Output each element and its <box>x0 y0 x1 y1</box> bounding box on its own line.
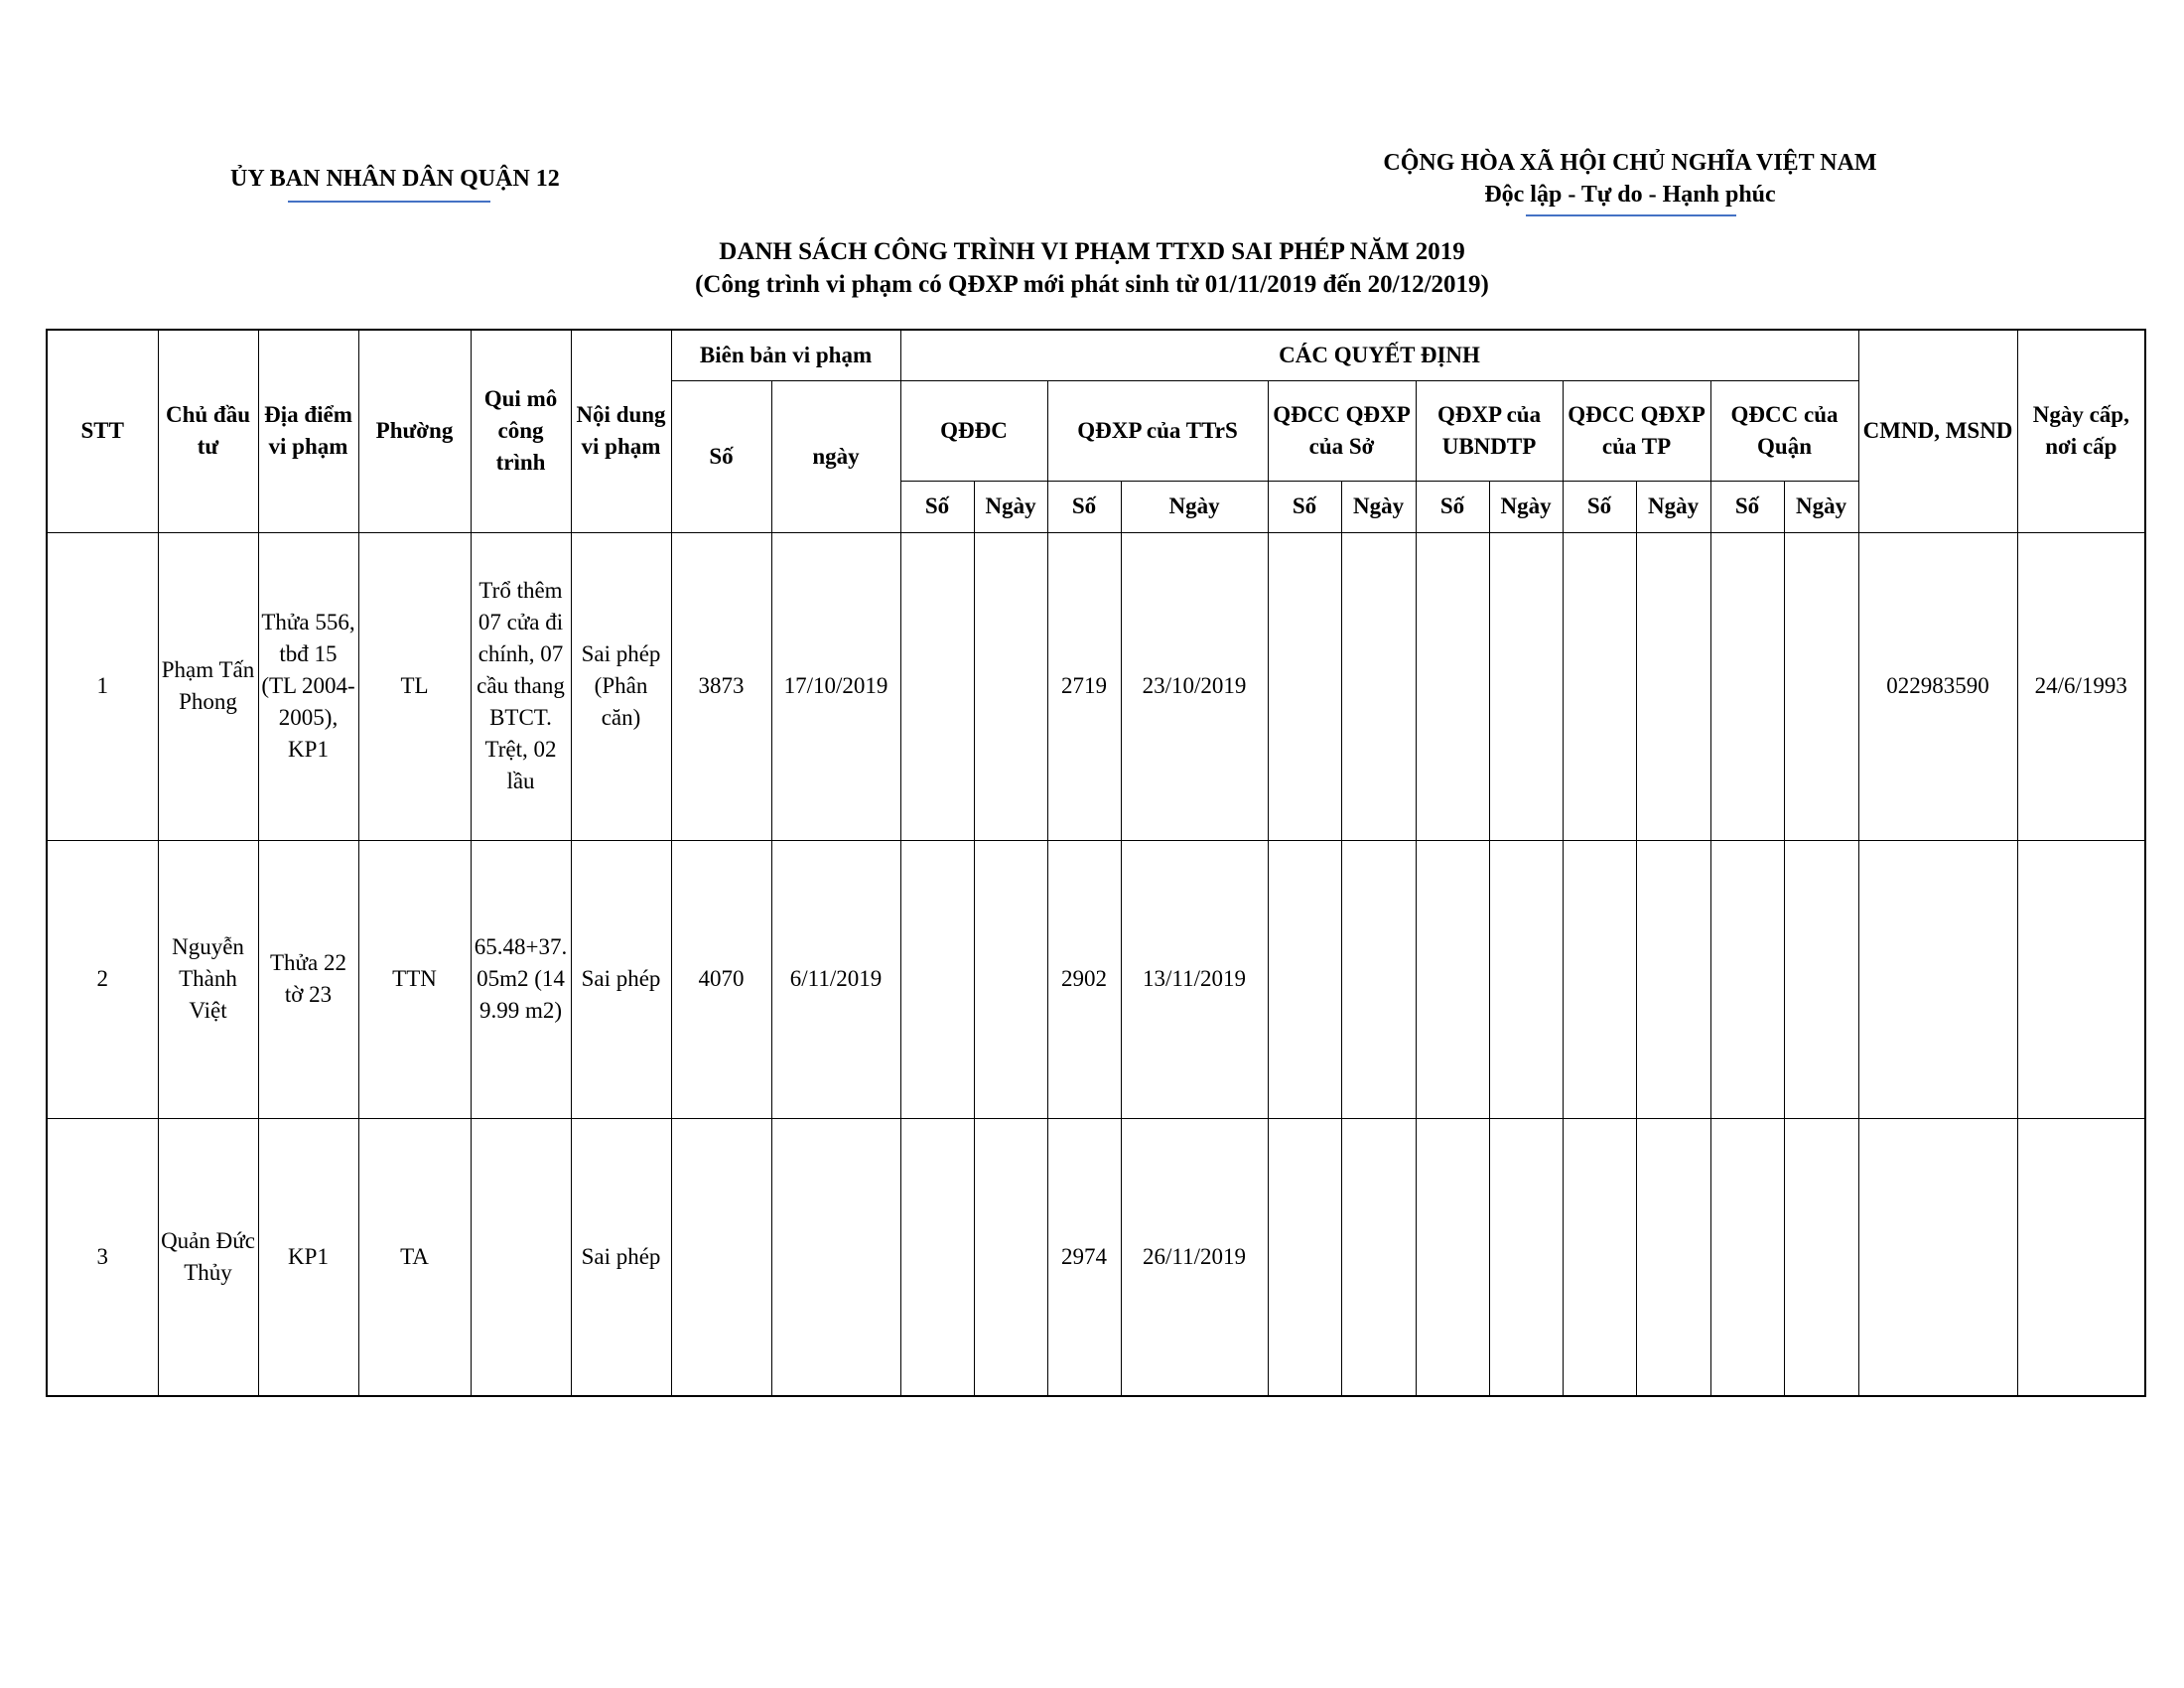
header-ttrs-date: Ngày <box>1121 481 1268 532</box>
cell-violation-content: Sai phép <box>571 840 671 1118</box>
document-subtitle: (Công trình vi phạm có QĐXP mới phát sinh từ 01/11/2019 đến 20/12/2019) <box>695 271 1489 298</box>
header-investor: Chủ đầu tư <box>158 330 258 532</box>
cell-record-date: 6/11/2019 <box>771 840 900 1118</box>
cell-ttrs-date: 13/11/2019 <box>1121 840 1268 1118</box>
header-qdcc-qdxp-tp: QĐCC QĐXP của TP <box>1563 380 1710 481</box>
cell-so-date <box>1341 1118 1416 1396</box>
cell-quan-date <box>1784 1118 1858 1396</box>
cell-record-number: 3873 <box>671 532 771 840</box>
header-record-date: ngày <box>771 380 900 532</box>
cell-location: KP1 <box>258 1118 358 1396</box>
cell-stt: 1 <box>47 532 158 840</box>
cell-scale <box>471 1118 571 1396</box>
cell-investor: Nguyễn Thành Việt <box>158 840 258 1118</box>
header-ward: Phường <box>358 330 471 532</box>
cell-ward: TA <box>358 1118 471 1396</box>
cell-investor: Quản Đức Thủy <box>158 1118 258 1396</box>
cell-so-date <box>1341 840 1416 1118</box>
header-violation-content: Nội dung vi phạm <box>571 330 671 532</box>
header-qdcc-quan: QĐCC của Quận <box>1710 380 1858 481</box>
motto-underline <box>1526 214 1736 216</box>
cell-qddc-number <box>900 1118 974 1396</box>
cell-tp-date <box>1636 532 1710 840</box>
header-location: Địa điểm vi phạm <box>258 330 358 532</box>
cell-so-number <box>1268 840 1341 1118</box>
cell-id-number <box>1858 840 2017 1118</box>
header-qddc-date: Ngày <box>974 481 1047 532</box>
cell-ubndtp-number <box>1416 532 1489 840</box>
cell-stt: 2 <box>47 840 158 1118</box>
header-qdcc-qdxp-so: QĐCC QĐXP của Sở <box>1268 380 1416 481</box>
cell-id-number <box>1858 1118 2017 1396</box>
cell-ttrs-number: 2974 <box>1047 1118 1121 1396</box>
cell-issue-date <box>2017 1118 2145 1396</box>
cell-qddc-date <box>974 1118 1047 1396</box>
header-tp-date: Ngày <box>1636 481 1710 532</box>
cell-so-number <box>1268 532 1341 840</box>
cell-scale: Trổ thêm 07 cửa đi chính, 07 cầu thang BTCT. Trệt, 02 lầu <box>471 532 571 840</box>
cell-quan-date <box>1784 532 1858 840</box>
document-title: DANH SÁCH CÔNG TRÌNH VI PHẠM TTXD SAI PHÉP NĂM 2019 <box>719 238 1465 265</box>
cell-tp-date <box>1636 1118 1710 1396</box>
cell-ubndtp-date <box>1489 1118 1563 1396</box>
header-tp-number: Số <box>1563 481 1636 532</box>
cell-location: Thửa 22 tờ 23 <box>258 840 358 1118</box>
header-decisions: CÁC QUYẾT ĐỊNH <box>900 330 1858 380</box>
cell-ubndtp-date <box>1489 840 1563 1118</box>
table-row <box>47 532 2145 840</box>
cell-ubndtp-date <box>1489 532 1563 840</box>
cell-stt: 3 <box>47 1118 158 1396</box>
cell-ward: TTN <box>358 840 471 1118</box>
cell-quan-number <box>1710 840 1784 1118</box>
national-title: CỘNG HÒA XÃ HỘI CHỦ NGHĨA VIỆT NAM <box>1383 150 1877 176</box>
header-ubndtp-number: Số <box>1416 481 1489 532</box>
cell-scale: 65.48+37.05m2 (149.99 m2) <box>471 840 571 1118</box>
cell-record-number <box>671 1118 771 1396</box>
cell-tp-date <box>1636 840 1710 1118</box>
cell-violation-content: Sai phép <box>571 1118 671 1396</box>
header-ubndtp-date: Ngày <box>1489 481 1563 532</box>
cell-ttrs-date: 26/11/2019 <box>1121 1118 1268 1396</box>
header-record-number: Số <box>671 380 771 532</box>
header-qdxp-ttrs: QĐXP của TTrS <box>1047 380 1268 481</box>
authority-underline <box>288 201 490 203</box>
header-ttrs-number: Số <box>1047 481 1121 532</box>
cell-ttrs-number: 2719 <box>1047 532 1121 840</box>
cell-tp-number <box>1563 532 1636 840</box>
cell-ubndtp-number <box>1416 840 1489 1118</box>
cell-tp-number <box>1563 1118 1636 1396</box>
header-quan-date: Ngày <box>1784 481 1858 532</box>
header-violation-record: Biên bản vi phạm <box>671 330 900 380</box>
cell-violation-content: Sai phép (Phân căn) <box>571 532 671 840</box>
cell-qddc-number <box>900 840 974 1118</box>
cell-quan-number <box>1710 1118 1784 1396</box>
header-so-date: Ngày <box>1341 481 1416 532</box>
cell-qddc-date <box>974 840 1047 1118</box>
cell-so-date <box>1341 532 1416 840</box>
header-qddc-number: Số <box>900 481 974 532</box>
issuing-authority: ỦY BAN NHÂN DÂN QUẬN 12 <box>230 166 560 192</box>
cell-ttrs-date: 23/10/2019 <box>1121 532 1268 840</box>
cell-record-number: 4070 <box>671 840 771 1118</box>
header-quan-number: Số <box>1710 481 1784 532</box>
table-row <box>47 1118 2145 1396</box>
cell-qddc-date <box>974 532 1047 840</box>
violations-table <box>46 329 2146 1397</box>
cell-tp-number <box>1563 840 1636 1118</box>
cell-issue-date: 24/6/1993 <box>2017 532 2145 840</box>
header-so-number: Số <box>1268 481 1341 532</box>
header-stt: STT <box>47 330 158 532</box>
cell-record-date <box>771 1118 900 1396</box>
cell-location: Thửa 556, tbđ 15 (TL 2004-2005), KP1 <box>258 532 358 840</box>
cell-quan-date <box>1784 840 1858 1118</box>
header-scale: Qui mô công trình <box>471 330 571 532</box>
cell-ward: TL <box>358 532 471 840</box>
cell-investor: Phạm Tấn Phong <box>158 532 258 840</box>
cell-qddc-number <box>900 532 974 840</box>
header-qddc: QĐĐC <box>900 380 1047 481</box>
cell-so-number <box>1268 1118 1341 1396</box>
header-issue-date-place: Ngày cấp, nơi cấp <box>2017 330 2145 532</box>
header-qdxp-ubndtp: QĐXP của UBNDTP <box>1416 380 1563 481</box>
national-motto: Độc lập - Tự do - Hạnh phúc <box>1484 182 1776 208</box>
cell-id-number: 022983590 <box>1858 532 2017 840</box>
cell-ubndtp-number <box>1416 1118 1489 1396</box>
cell-quan-number <box>1710 532 1784 840</box>
cell-ttrs-number: 2902 <box>1047 840 1121 1118</box>
header-id-number: CMND, MSND <box>1858 330 2017 532</box>
cell-record-date: 17/10/2019 <box>771 532 900 840</box>
cell-issue-date <box>2017 840 2145 1118</box>
table-row <box>47 840 2145 1118</box>
